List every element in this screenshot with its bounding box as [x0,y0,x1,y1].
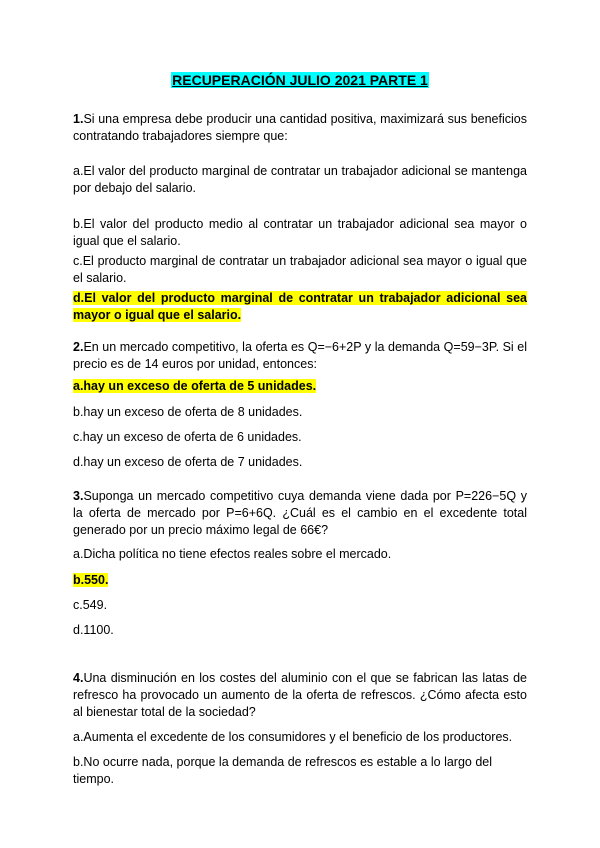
question-1-option-a: a.El valor del producto marginal de contratar un trabajador adicional se mantenga por debajo del salario. [73,164,527,195]
question-1-option-b: b.El valor del producto medio al contratar un trabajador adicional sea mayor o igual que el salario. [73,217,527,248]
question-4-number: 4. [73,671,84,685]
question-3-option-a: a.Dicha política no tiene efectos reales sobre el mercado. [73,547,392,561]
question-1-number: 1. [73,112,84,126]
question-2-option-b: b.hay un exceso de oferta de 8 unidades. [73,405,303,419]
question-1-text: Si una empresa debe producir una cantidad positiva, maximizará sus beneficios contratando trabajadores siempre que: [73,112,527,143]
question-3-option-d: d.1100. [73,623,114,637]
question-3 [73,488,527,539]
question-1-correct-answer: d.El valor del producto marginal de contratar un trabajador adicional sea mayor o igual que el salario. [73,291,527,322]
question-4-option-a: a.Aumenta el excedente de los consumidores y el beneficio de los productores. [73,730,513,744]
question-3-text: Suponga un mercado competitivo cuya demanda viene dada por P=226−5Q y la oferta de mercado por P=6+6Q. ¿Cuál es el cambio en el excedente total generado por un precio máximo legal de 66€? [73,489,527,537]
question-4 [73,670,527,721]
question-1-option-c: c.El producto marginal de contratar un trabajador adicional sea mayor o igual que el salario. [73,254,527,285]
question-2-option-a-correct [73,378,527,395]
question-4-text: Una disminución en los costes del aluminio con el que se fabrican las latas de refresco ha provocado un aumento de la oferta de refrescos. ¿Cómo afecta esto al bienestar total de la sociedad? [73,671,527,719]
question-3-option-b-correct [73,572,527,589]
question-2-correct-answer: a.hay un exceso de oferta de 5 unidades. [73,379,317,393]
question-2-option-c: c.hay un exceso de oferta de 6 unidades. [73,430,302,444]
question-1-option-d-correct [73,290,527,324]
question-2-number: 2. [73,340,84,354]
question-3-number: 3. [73,489,84,503]
question-2-text: En un mercado competitivo, la oferta es Q=−6+2P y la demanda Q=59−3P. Si el precio es de 14 euros por unidad, entonces: [73,340,527,371]
question-1 [73,111,527,145]
question-2-option-d: d.hay un exceso de oferta de 7 unidades. [73,455,303,469]
question-3-correct-answer: b.550. [73,573,109,587]
question-4-option-b: b.No ocurre nada, porque la demanda de refrescos es estable a lo largo del tiempo. [73,755,493,786]
question-3-option-c: c.549. [73,598,108,612]
page-title: RECUPERACIÓN JULIO 2021 PARTE 1 [172,72,428,88]
page-title-wrap [0,72,600,90]
question-2 [73,339,527,373]
